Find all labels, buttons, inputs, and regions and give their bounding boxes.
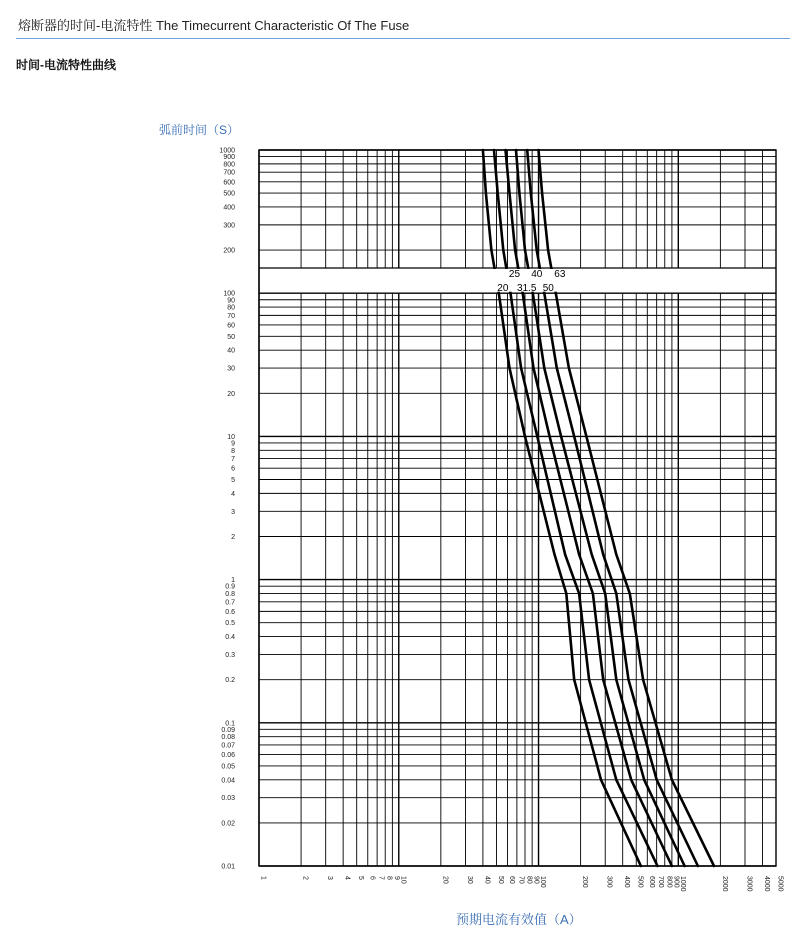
- curve-label-63: 63: [554, 268, 566, 280]
- y-tick-label: 0.6: [225, 608, 235, 616]
- x-tick-label: 9: [392, 876, 400, 880]
- y-tick-label: 800: [223, 161, 235, 169]
- y-tick-label: 60: [227, 322, 235, 330]
- x-tick-label: 100: [539, 876, 547, 888]
- y-tick-label: 80: [227, 304, 235, 312]
- x-tick-label: 7: [377, 876, 385, 880]
- y-tick-label: 0.7: [225, 599, 235, 607]
- y-tick-label: 3: [231, 508, 235, 516]
- y-tick-label: 200: [223, 247, 235, 255]
- y-tick-label: 0.04: [221, 777, 235, 785]
- y-tick-label: 400: [223, 204, 235, 212]
- x-tick-label: 1000: [678, 876, 686, 892]
- y-tick-label: 0.03: [221, 795, 235, 803]
- y-tick-label: 0.5: [225, 620, 235, 628]
- section-title: 时间-电流特性曲线: [16, 58, 116, 72]
- y-tick-label: 0.06: [221, 752, 235, 760]
- x-tick-label: 2000: [720, 876, 728, 892]
- y-tick-label: 0.02: [221, 820, 235, 828]
- curve-label-25: 25: [508, 268, 521, 280]
- curve-40: [516, 150, 685, 866]
- y-tick-label: 1000: [219, 147, 235, 155]
- y-tick-label: 70: [227, 312, 235, 320]
- x-tick-label: 300: [605, 876, 613, 888]
- y-tick-label: 5: [231, 477, 235, 485]
- y-tick-label: 0.05: [221, 763, 235, 771]
- x-tick-label: 800: [665, 876, 673, 888]
- x-tick-label: 900: [672, 876, 680, 888]
- curve-label-40: 40: [531, 268, 543, 280]
- x-tick-label: 50: [496, 876, 504, 884]
- y-tick-label: 0.07: [221, 742, 235, 750]
- x-tick-label: 500: [636, 876, 644, 888]
- curve-label-20: 20: [497, 283, 509, 295]
- y-tick-label: 10: [227, 433, 235, 441]
- y-axis-title: 弧前时间（S）: [159, 123, 240, 137]
- y-tick-label: 500: [223, 190, 235, 198]
- x-tick-label: 600: [647, 876, 655, 888]
- y-tick-label: 8: [231, 447, 235, 455]
- y-tick-label: 0.1: [225, 720, 235, 728]
- x-tick-label: 30: [465, 876, 473, 884]
- y-tick-label: 90: [227, 297, 235, 305]
- curve-20: [483, 150, 641, 866]
- y-tick-label: 40: [227, 347, 235, 355]
- x-tick-label: 70: [517, 876, 525, 884]
- x-axis-title: 预期电流有效值（A）: [456, 912, 582, 927]
- y-tick-label: 9: [231, 440, 235, 448]
- x-tick-label: 60: [508, 876, 516, 884]
- y-tick-label: 30: [227, 365, 235, 373]
- y-tick-label: 50: [227, 333, 235, 341]
- page-header-title: 熔断器的时间-电流特性 The Timecurrent Characteristic Of The Fuse: [18, 18, 410, 33]
- y-tick-label: 6: [231, 465, 235, 473]
- x-tick-label: 40: [483, 876, 491, 884]
- y-tick-label: 300: [223, 222, 235, 230]
- y-tick-label: 20: [227, 390, 235, 398]
- x-tick-label: 90: [532, 876, 540, 884]
- y-tick-label: 0.09: [221, 726, 235, 734]
- x-tick-label: 2: [301, 876, 309, 880]
- x-tick-label: 80: [525, 876, 533, 884]
- y-tick-label: 4: [231, 490, 235, 498]
- y-tick-label: 600: [223, 179, 235, 187]
- x-tick-label: 10: [399, 876, 407, 884]
- x-tick-label: 3: [326, 876, 334, 880]
- y-tick-label: 100: [223, 290, 235, 298]
- y-tick-label: 2: [231, 533, 235, 541]
- x-tick-label: 5000: [776, 876, 784, 892]
- x-tick-label: 20: [441, 876, 449, 884]
- x-tick-label: 4: [343, 876, 351, 880]
- x-tick-label: 5: [357, 876, 365, 880]
- x-tick-label: 400: [623, 876, 631, 888]
- y-tick-label: 0.2: [225, 677, 235, 685]
- y-tick-label: 0.3: [225, 651, 235, 659]
- y-tick-label: 700: [223, 169, 235, 177]
- y-tick-label: 7: [231, 456, 235, 464]
- x-tick-label: 1: [259, 876, 267, 880]
- y-tick-label: 1: [231, 577, 235, 585]
- y-tick-label: 900: [223, 154, 235, 162]
- x-tick-label: 8: [385, 876, 393, 880]
- y-tick-label: 0.08: [221, 734, 235, 742]
- x-tick-label: 6: [368, 876, 376, 880]
- x-tick-label: 4000: [762, 876, 770, 892]
- curve-label-50: 50: [542, 283, 554, 295]
- y-tick-label: 0.4: [225, 634, 235, 642]
- y-tick-label: 0.01: [221, 863, 235, 871]
- y-tick-label: 0.8: [225, 590, 235, 598]
- curve-label-31-5: 31.5: [516, 283, 537, 295]
- x-tick-label: 200: [581, 876, 589, 888]
- y-tick-label: 0.9: [225, 583, 235, 591]
- x-tick-label: 700: [657, 876, 665, 888]
- curve-25: [494, 150, 658, 866]
- x-tick-label: 3000: [745, 876, 753, 892]
